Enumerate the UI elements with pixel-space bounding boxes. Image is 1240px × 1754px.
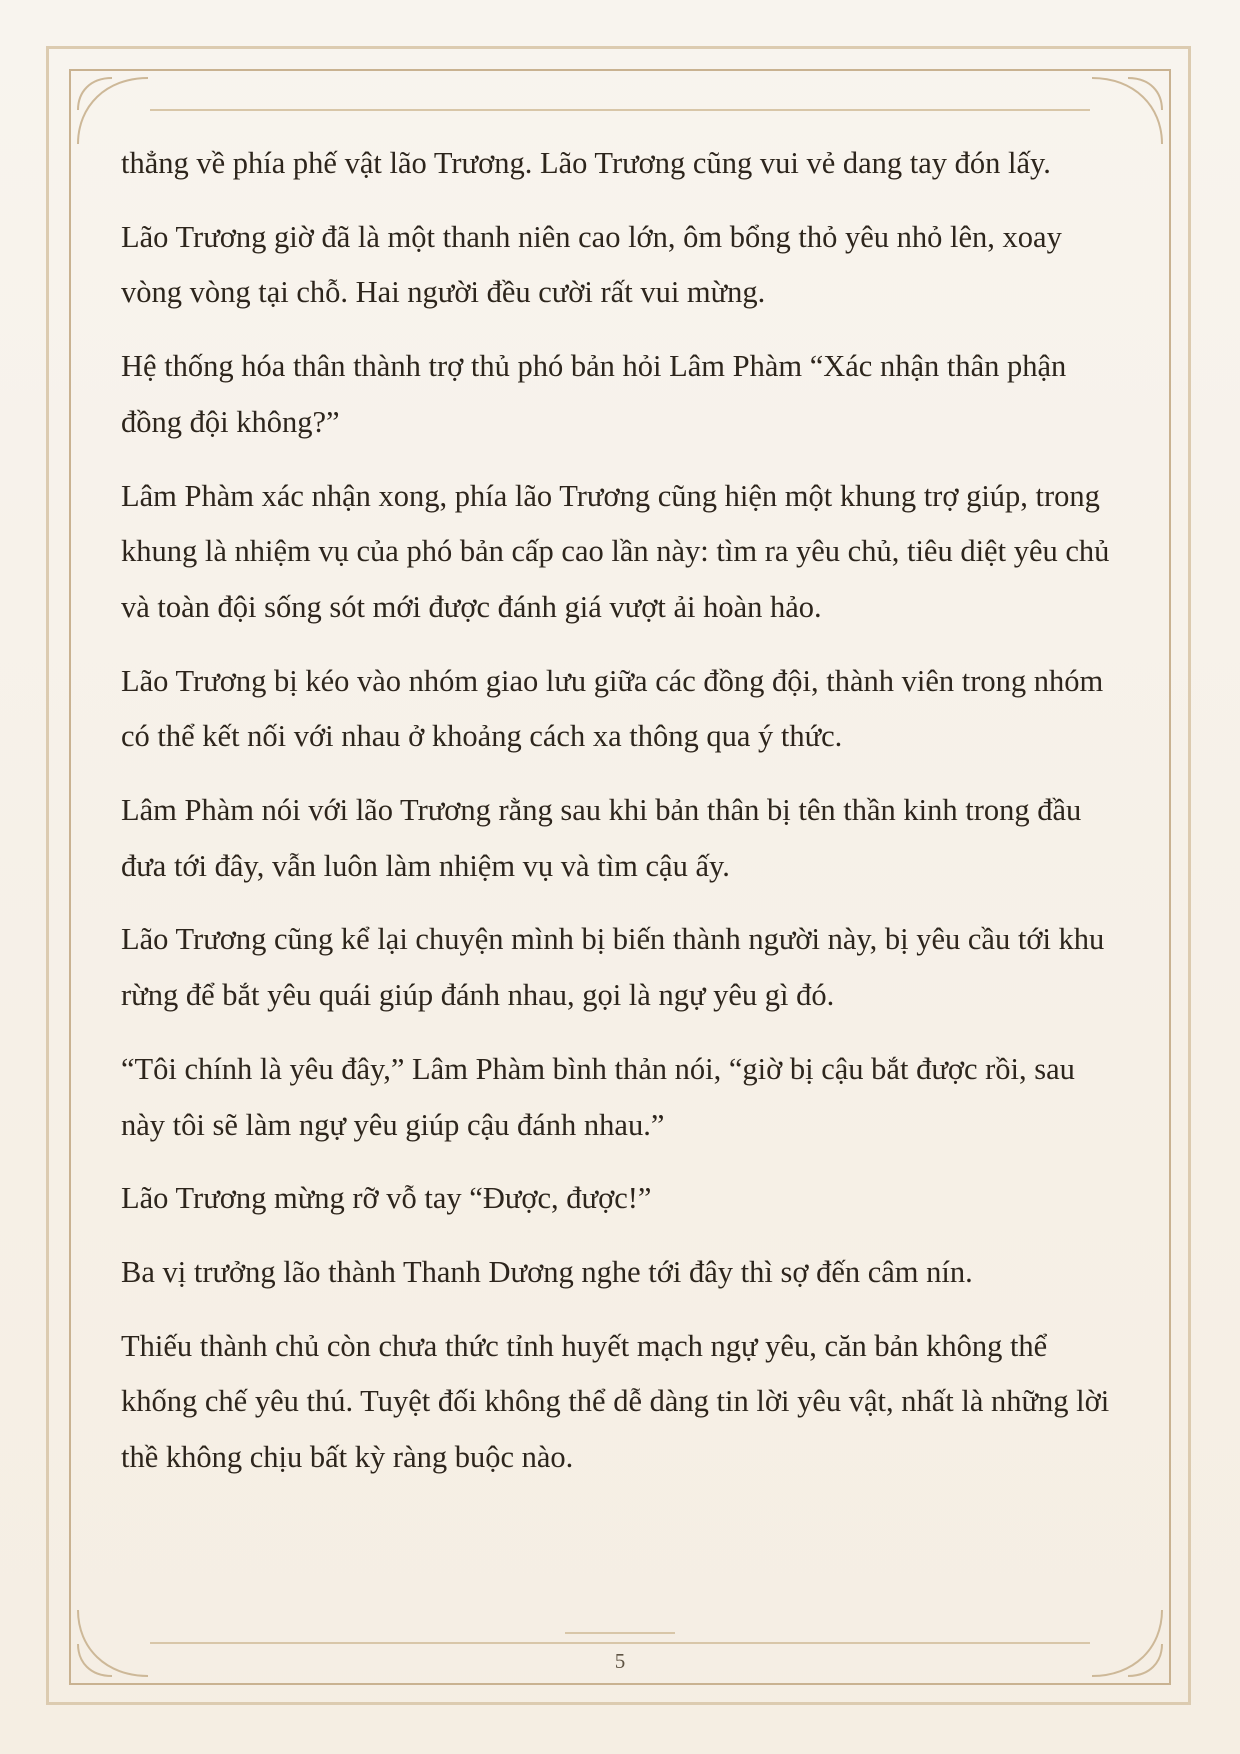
paragraph: “Tôi chính là yêu đây,” Lâm Phàm bình thản nói, “giờ bị cậu bắt được rồi, sau này tôi sẽ làm ngự yêu giúp cậu đánh nhau.”: [121, 1051, 1075, 1142]
page-body: [121, 136, 1111, 1504]
paragraph: Lão Trương giờ đã là một thanh niên cao lớn, ôm bổng thỏ yêu nhỏ lên, xoay vòng vòng tại chỗ. Hai người đều cười rất vui mừng.: [121, 219, 1062, 310]
paragraph: Ba vị trưởng lão thành Thanh Dương nghe tới đây thì sợ đến câm nín.: [121, 1254, 973, 1289]
header-divider: [150, 109, 1090, 111]
paragraph: Thiếu thành chủ còn chưa thức tỉnh huyết mạch ngự yêu, căn bản không thể khống chế yêu thú. Tuyệt đối không thể dễ dàng tin lời yêu vật, nhất là những lời thề không chịu bất kỳ ràng buộc nào.: [121, 1328, 1110, 1475]
footer-divider: [150, 1642, 1090, 1644]
page-number: 5: [614, 1649, 626, 1673]
paragraph: Lão Trương mừng rỡ vỗ tay “Được, được!”: [121, 1181, 652, 1216]
page-number-ornament-divider: [565, 1632, 675, 1634]
paragraph: Lâm Phàm nói với lão Trương rằng sau khi bản thân bị tên thần kinh trong đầu đưa tới đây, vẫn luôn làm nhiệm vụ và tìm cậu ấy.: [121, 793, 1082, 883]
paragraph: Lâm Phàm xác nhận xong, phía lão Trương cũng hiện một khung trợ giúp, trong khung là nhiệm vụ của phó bản cấp cao lần này: tìm ra yêu chủ, tiêu diệt yêu chủ và toàn đội sống sót mới được đánh giá vượt ải hoàn hảo.: [121, 478, 1110, 624]
paragraph: thẳng về phía phế vật lão Trương. Lão Trương cũng vui vẻ dang tay đón lấy.: [121, 146, 1051, 180]
paragraph: Lão Trương cũng kể lại chuyện mình bị biến thành người này, bị yêu cầu tới khu rừng để bắt yêu quái giúp đánh nhau, gọi là ngự yêu gì đó.: [121, 922, 1105, 1013]
paragraph: Lão Trương bị kéo vào nhóm giao lưu giữa các đồng đội, thành viên trong nhóm có thể kết nối với nhau ở khoảng cách xa thông qua ý thức.: [121, 663, 1104, 754]
paragraph: Hệ thống hóa thân thành trợ thủ phó bản hỏi Lâm Phàm “Xác nhận thân phận đồng đội không?”: [121, 349, 1067, 439]
